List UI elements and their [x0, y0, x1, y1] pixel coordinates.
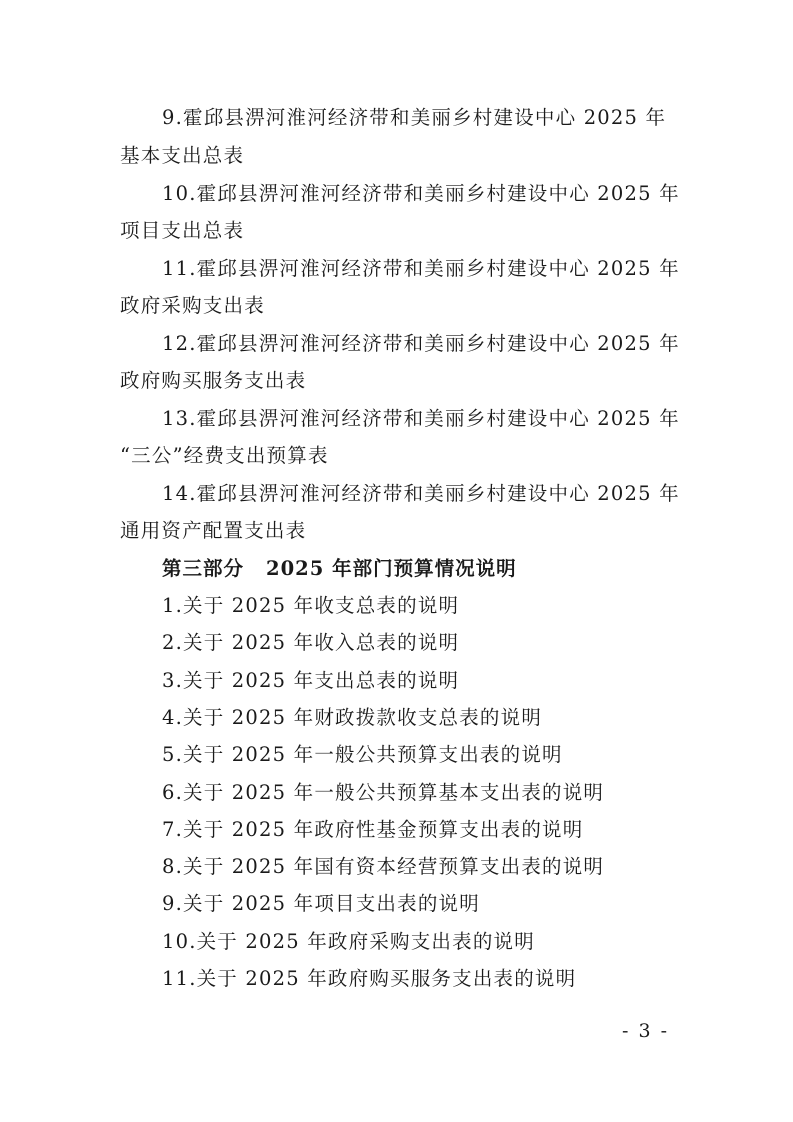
toc-explanation-2: 2.关于 2025 年收入总表的说明	[162, 631, 460, 654]
toc-item-9-line-2: 基本支出总表	[120, 144, 245, 167]
toc-item-12-line-1: 12.霍邱县淠河淮河经济带和美丽乡村建设中心 2025 年	[162, 332, 680, 355]
toc-item-11-line-2: 政府采购支出表	[120, 294, 265, 317]
section-title: 2025 年部门预算情况说明	[266, 557, 517, 580]
toc-item-13-line-2: “三公”经费支出预算表	[120, 444, 329, 467]
toc-explanation-11: 11.关于 2025 年政府购买服务支出表的说明	[162, 967, 577, 990]
toc-explanation-3: 3.关于 2025 年支出总表的说明	[162, 669, 460, 692]
toc-explanation-10: 10.关于 2025 年政府采购支出表的说明	[162, 930, 535, 953]
toc-explanation-9: 9.关于 2025 年项目支出表的说明	[162, 892, 480, 915]
toc-item-14-line-1: 14.霍邱县淠河淮河经济带和美丽乡村建设中心 2025 年	[162, 482, 680, 505]
toc-item-13-line-1: 13.霍邱县淠河淮河经济带和美丽乡村建设中心 2025 年	[162, 407, 680, 430]
toc-item-14-line-2: 通用资产配置支出表	[120, 519, 307, 542]
toc-explanation-5: 5.关于 2025 年一般公共预算支出表的说明	[162, 743, 563, 766]
toc-explanation-7: 7.关于 2025 年政府性基金预算支出表的说明	[162, 818, 584, 841]
section-label: 第三部分	[162, 557, 245, 580]
toc-explanation-6: 6.关于 2025 年一般公共预算基本支出表的说明	[162, 781, 605, 804]
toc-item-9-line-1: 9.霍邱县淠河淮河经济带和美丽乡村建设中心 2025 年	[162, 106, 667, 129]
toc-item-10-line-2: 项目支出总表	[120, 219, 245, 242]
toc-item-12-line-2: 政府购买服务支出表	[120, 369, 307, 392]
section-heading-part3	[162, 555, 517, 583]
toc-explanation-4: 4.关于 2025 年财政拨款收支总表的说明	[162, 706, 543, 729]
page-number: - 3 -	[622, 1020, 670, 1042]
toc-item-10-line-1: 10.霍邱县淠河淮河经济带和美丽乡村建设中心 2025 年	[162, 182, 680, 205]
toc-item-11-line-1: 11.霍邱县淠河淮河经济带和美丽乡村建设中心 2025 年	[162, 257, 680, 280]
toc-explanation-8: 8.关于 2025 年国有资本经营预算支出表的说明	[162, 855, 605, 878]
toc-explanation-1: 1.关于 2025 年收支总表的说明	[162, 594, 460, 617]
